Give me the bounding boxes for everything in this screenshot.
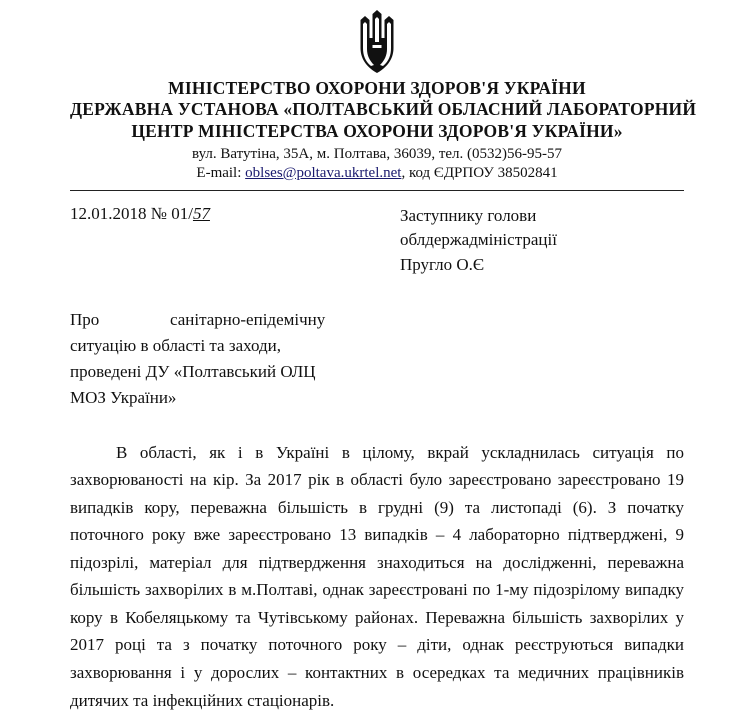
date-and-number	[70, 204, 400, 278]
address-line: вул. Ватутіна, 35А, м. Полтава, 36039, тел. (0532)56-95-57	[192, 146, 562, 163]
subject-line-1	[70, 307, 400, 333]
subject-line-2: ситуацію в області та заходи,	[70, 336, 281, 356]
letterhead	[70, 78, 697, 183]
email-label: E-mail:	[196, 164, 246, 181]
subject-line-3: проведені ДУ «Полтавський ОЛЦ	[70, 362, 316, 382]
ukraine-trident-emblem	[350, 8, 404, 76]
document-number-label: № 01/	[150, 203, 193, 223]
document-date: 12.01.2018	[70, 203, 147, 223]
subject-pro-word: Про	[70, 310, 100, 330]
subject-line-4: МОЗ України»	[70, 387, 177, 407]
subject-block	[70, 307, 400, 410]
subject-text-1: санітарно-епідемічну	[170, 310, 326, 330]
addressee-line-2: облдержадміністрації	[400, 230, 557, 250]
addressee-line-1: Заступнику голови	[400, 205, 537, 225]
header-divider	[70, 190, 684, 191]
edrpou-code: , код ЄДРПОУ 38502841	[401, 164, 558, 181]
document-number: 57	[192, 203, 210, 223]
addressee-block	[400, 204, 684, 278]
emblem-container	[70, 0, 684, 76]
document-meta	[70, 204, 684, 278]
ministry-line: МІНІСТЕРСТВО ОХОРОНИ ЗДОРОВ'Я УКРАЇНИ	[168, 78, 586, 98]
body-paragraph: В області, як і в Україні в цілому, вкрай ускладнилась ситуація по захворюваності на кір. За 2017 рік в області було зареєстровано зареєстровано 19 випадків кору, переважна більшість в грудні (9) та листопаді (6). З початку поточного року вже зареєстровано 13 випадків – 4 лабораторно підтверджені, 9 підозрілі, матеріал для підтвердження знаходиться на дослідженні, переважна більшість захворілих в м.Полтаві, однак зареєстровані по 1-му підозрілому випадку кору в Кобеляцькому та Чутівському районах. Переважна більшість захворілих у 2017 році та з початку поточного року – діти, однак реєструються випадки захворювання і у дорослих – контактних в осередках та медичних працівників дитячих та інфекційних стаціонарів.	[70, 442, 684, 710]
addressee-line-3: Пругло О.Є	[400, 254, 485, 274]
institution-line-2: ЦЕНТР МІНІСТЕРСТВА ОХОРОНИ ЗДОРОВ'Я УКРАЇНИ»	[131, 120, 623, 141]
document-body	[70, 439, 684, 714]
email-address[interactable]: oblses@poltava.ukrtel.net	[245, 164, 402, 181]
email-line	[70, 164, 684, 183]
institution-line-1: ДЕРЖАВНА УСТАНОВА «ПОЛТАВСЬКИЙ ОБЛАСНИЙ ЛАБОРАТОРНИЙ	[70, 99, 697, 120]
